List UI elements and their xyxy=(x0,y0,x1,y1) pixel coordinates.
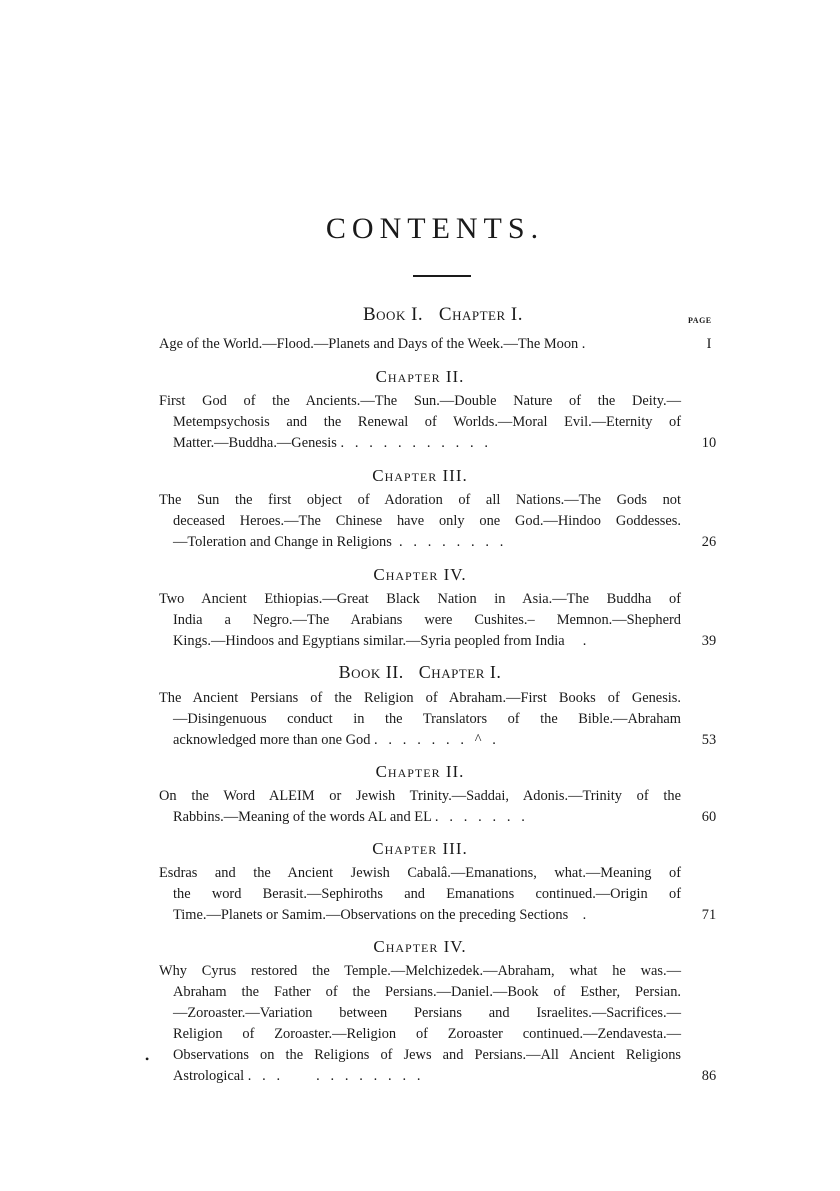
leader-dots: . xyxy=(568,907,587,923)
entry-line: India a Negro.—The Arabians were Cushites.– Memnon.—Shepherd xyxy=(173,612,681,628)
entry-line: Esdras and the Ancient Jewish Cabalâ.—Emanations, what.—Meaning of xyxy=(159,865,681,881)
entry-line: Observations on the Religions of Jews and Persians.—All Ancient Religions xyxy=(173,1047,681,1063)
book-heading xyxy=(0,304,840,326)
toc-entry xyxy=(159,961,681,1087)
stray-mark: • xyxy=(145,1052,150,1066)
page-number: 86 xyxy=(701,1068,717,1084)
entry-line: Two Ancient Ethiopias.—Great Black Nation in Asia.—The Buddha of xyxy=(159,591,681,607)
entry-line: Kings.—Hindoos and Egyptians similar.—Syria peopled from India . xyxy=(173,633,587,649)
chapter-label: Chapter I. xyxy=(438,304,523,325)
page-number: I xyxy=(706,336,712,352)
entry-line: Astrological . . . . . . . . . . . xyxy=(173,1068,421,1084)
entry-line: Why Cyrus restored the Temple.—Melchizedek.—Abraham, what he was.— xyxy=(159,963,681,979)
book-label: Book I. xyxy=(363,304,424,325)
page-number: 10 xyxy=(701,435,717,451)
entry-line: Matter.—Buddha.—Genesis . . . . . . . . . . . xyxy=(173,435,488,451)
leader-dots: . . . . . . . xyxy=(431,809,525,825)
page-number: 26 xyxy=(701,534,717,550)
entry-line: Religion of Zoroaster.—Religion of Zoroaster continued.—Zendavesta.— xyxy=(173,1026,681,1042)
entry-line: —Disingenuous conduct in the Translators of the Bible.—Abraham xyxy=(173,711,681,727)
chapter-heading: Chapter II. xyxy=(375,367,465,386)
entry-line: the word Berasit.—Sephiroths and Emanations continued.—Origin of xyxy=(173,886,681,902)
leader-dots: . . . . . . . . xyxy=(391,534,504,550)
entry-line: On the Word ALEIM or Jewish Trinity.—Saddai, Adonis.—Trinity of the xyxy=(159,788,681,804)
toc-entry xyxy=(159,490,681,553)
entry-line: acknowledged more than one God . . . . . . . ^ . xyxy=(173,732,496,748)
book-heading xyxy=(0,662,840,683)
leader-dots: . xyxy=(564,633,587,649)
entry-line: Abraham the Father of the Persians.—Daniel.—Book of Esther, Persian. xyxy=(173,984,681,1000)
toc-entry xyxy=(159,863,681,926)
entry-line: —Zoroaster.—Variation between Persians and Israelites.—Sacrifices.— xyxy=(173,1005,681,1021)
toc-entry xyxy=(159,589,681,652)
title-rule xyxy=(413,275,471,277)
page-title: CONTENTS. xyxy=(325,212,545,245)
book-label: Book II. xyxy=(338,662,404,682)
chapter-heading: Chapter IV. xyxy=(373,565,467,584)
page-column-label: PAGE xyxy=(688,316,712,325)
entry-line: The Sun the first object of Adoration of all Nations.—The Gods not xyxy=(159,492,681,508)
entry-line: Time.—Planets or Samim.—Observations on the preceding Sections . xyxy=(173,907,587,923)
entry-line: deceased Heroes.—The Chinese have only one God.—Hindoo Goddesses. xyxy=(173,513,681,529)
toc-entry xyxy=(159,391,681,454)
leader-dots: . . . . . . . . . . . xyxy=(244,1068,421,1084)
chapter-heading: Chapter III. xyxy=(372,839,468,858)
chapter-heading: Chapter IV. xyxy=(373,937,467,956)
chapter-heading: Chapter III. xyxy=(372,466,468,485)
chapter-label: Chapter I. xyxy=(418,662,502,682)
toc-entry xyxy=(159,334,681,355)
entry-line: Metempsychosis and the Renewal of Worlds.—Moral Evil.—Eternity of xyxy=(173,414,681,430)
page-number: 53 xyxy=(701,732,717,748)
entry-line: Age of the World.—Flood.—Planets and Days of the Week.—The Moon . xyxy=(159,336,586,352)
toc-entry xyxy=(159,688,681,751)
page-number: 71 xyxy=(701,907,717,923)
leader-dots: . . . . . . . . . . . xyxy=(336,435,488,451)
entry-line: First God of the Ancients.—The Sun.—Double Nature of the Deity.— xyxy=(159,393,681,409)
entry-line: —Toleration and Change in Religions . . . . . . . . xyxy=(173,534,504,550)
page-number: 60 xyxy=(701,809,717,825)
toc-entry xyxy=(159,786,681,828)
leader-dots: . . . . . . . ^ . xyxy=(370,732,496,748)
page-number: 39 xyxy=(701,633,717,649)
entry-line: Rabbins.—Meaning of the words AL and EL . . . . . . . xyxy=(173,809,525,825)
chapter-heading: Chapter II. xyxy=(375,762,465,781)
entry-line: The Ancient Persians of the Religion of Abraham.—First Books of Genesis. xyxy=(159,690,681,706)
